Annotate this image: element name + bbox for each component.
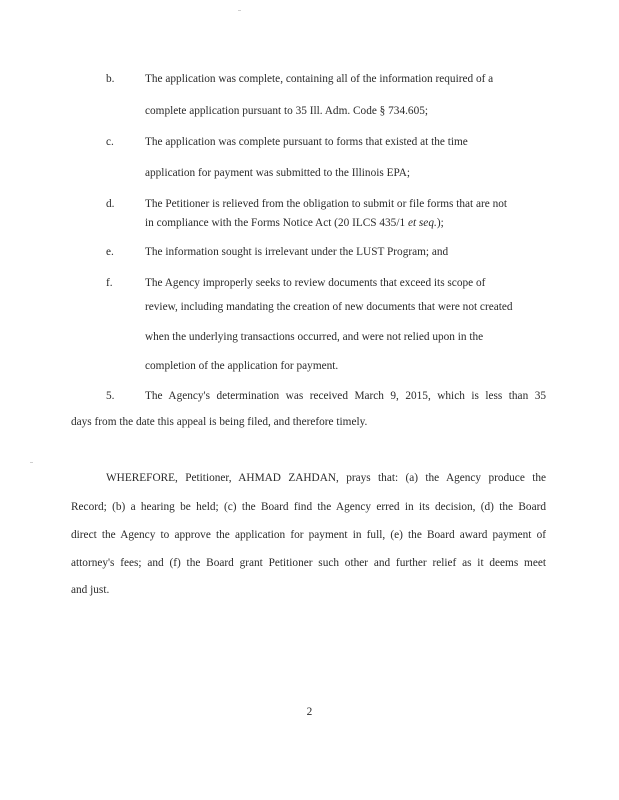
item-c-letter: c. — [106, 136, 114, 148]
item-d-text-line-1: The Petitioner is relieved from the obligation to submit or file forms that are not — [145, 198, 508, 210]
item-e-text-line-1: The information sought is irrelevant under the LUST Program; and — [145, 246, 449, 258]
item-f-text-line-4: completion of the application for payment. — [145, 360, 339, 372]
item-c-text-line-2: application for payment was submitted to the Illinois EPA; — [145, 167, 411, 179]
scan-artifact — [30, 462, 33, 463]
wherefore-line-1: WHEREFORE, Petitioner, AHMAD ZAHDAN, prays that: (a) the Agency produce the — [106, 472, 546, 484]
wherefore-line-4: attorney's fees; and (f) the Board grant Petitioner such other and further relief as it deems meet — [71, 557, 546, 569]
item-f-text-line-1: The Agency improperly seeks to review documents that exceed its scope of — [145, 277, 486, 289]
item-b-letter: b. — [106, 73, 115, 85]
item-c-text-line-1: The application was complete pursuant to forms that existed at the time — [145, 136, 468, 148]
page-number: 2 — [306, 706, 313, 718]
et-seq-citation: et seq. — [407, 217, 437, 229]
item-e-letter: e. — [106, 246, 114, 258]
scan-artifact — [238, 10, 241, 11]
wherefore-line-2: Record; (b) a hearing be held; (c) the Board find the Agency erred in its decision, (d) the Board — [71, 501, 546, 513]
item-f-letter: f. — [106, 277, 113, 289]
item-d-text-line-2-end: ); — [436, 217, 444, 229]
item-b-text-line-2: complete application pursuant to 35 Ill. Adm. Code § 734.605; — [145, 105, 429, 117]
item-d-text-line-2 — [145, 216, 444, 230]
item-d-letter: d. — [106, 198, 115, 210]
item-f-text-line-3: when the underlying transactions occurred, and were not relied upon in the — [145, 331, 484, 343]
item-f-text-line-2: review, including mandating the creation of new documents that were not created — [145, 301, 513, 313]
wherefore-line-3: direct the Agency to approve the application for payment in full, (e) the Board award payment of — [71, 529, 546, 541]
paragraph-5-number: 5. — [106, 390, 115, 402]
paragraph-5-line-2: days from the date this appeal is being filed, and therefore timely. — [71, 416, 368, 428]
paragraph-5-line-1: The Agency's determination was received March 9, 2015, which is less than 35 — [145, 390, 546, 402]
item-b-text-line-1: The application was complete, containing all of the information required of a — [145, 73, 494, 85]
item-d-text-line-2-main: in compliance with the Forms Notice Act (20 ILCS 435/1 — [145, 217, 408, 229]
wherefore-line-5: and just. — [71, 584, 110, 596]
